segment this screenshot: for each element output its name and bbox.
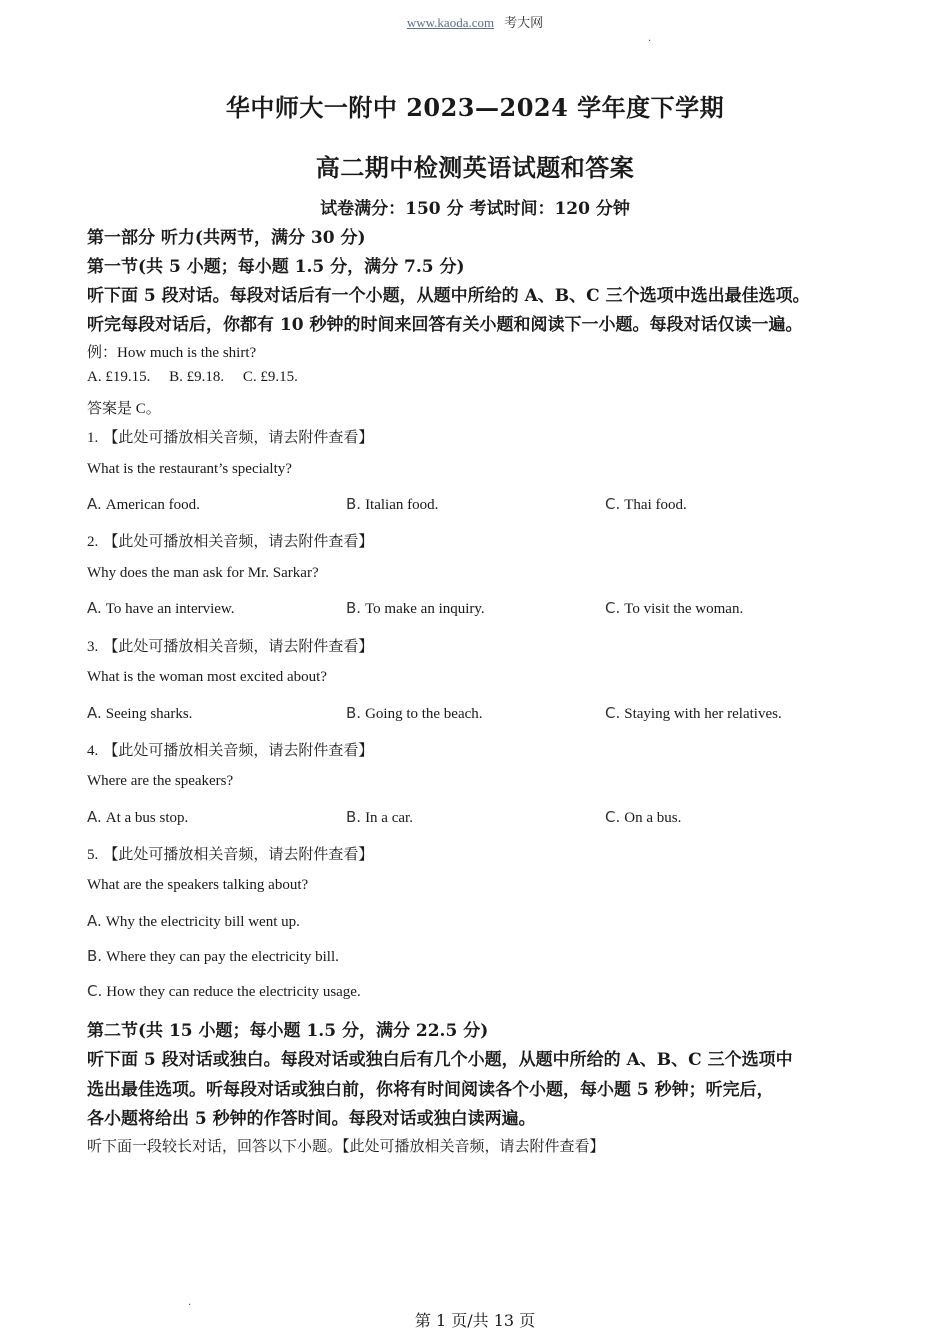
question-text: What is the woman most excited about? — [87, 669, 327, 685]
question-number: 2. — [87, 534, 99, 550]
option-text: On a bus. — [624, 810, 682, 826]
question-text: What is the restaurant’s specialty? — [87, 461, 292, 477]
question-text: What are the speakers talking about? — [87, 877, 309, 893]
example-question: 例：How much is the shirt? — [87, 345, 257, 361]
option-a[interactable] — [87, 599, 235, 618]
audio-note: 【此处可播放相关音频，请去附件查看】 — [103, 428, 374, 446]
page-title: 华中师大一附中 2023—2024 学年度下学期 — [225, 93, 725, 122]
audio-note: 【此处可播放相关音频，请去附件查看】 — [103, 637, 374, 655]
dot-mark: · — [648, 36, 652, 47]
page-footer: 第 1 页/共 13 页 — [414, 1311, 536, 1330]
question-header — [87, 843, 373, 864]
option-letter: C. — [605, 599, 621, 617]
option-b[interactable] — [346, 495, 438, 514]
option-letter: B. — [87, 947, 103, 965]
option-a[interactable] — [87, 704, 192, 723]
section2-instruction: 各小题将给出 5 秒钟的作答时间。每段对话或独白读两遍。 — [87, 1109, 536, 1129]
option-b[interactable] — [346, 808, 413, 827]
site-name: 考大网 — [504, 16, 544, 31]
option-text: Staying with her relatives. — [624, 706, 782, 722]
option-letter: C. — [605, 704, 621, 722]
option-a[interactable] — [87, 912, 300, 931]
option-text: Where they can pay the electricity bill. — [106, 949, 339, 965]
option-a[interactable] — [87, 808, 188, 827]
option-letter: A. — [87, 495, 102, 513]
audio-note: 【此处可播放相关音频，请去附件查看】 — [103, 741, 374, 759]
question-header — [87, 426, 373, 447]
page-subtitle: 高二期中检测英语试题和答案 — [315, 153, 635, 182]
option-b[interactable] — [346, 704, 483, 723]
option-letter: A. — [87, 599, 102, 617]
option-a[interactable] — [87, 495, 200, 514]
section2-instruction: 选出最佳选项。听每段对话或独白前，你将有时间阅读各个小题，每小题 5 秒钟；听完后， — [87, 1080, 774, 1100]
audio-note: 【此处可播放相关音频，请去附件查看】 — [103, 845, 374, 863]
option-letter: B. — [346, 704, 362, 722]
section2-lead — [87, 1135, 605, 1156]
question-text: Why does the man ask for Mr. Sarkar? — [87, 565, 319, 581]
section1-instruction: 听完每段对话后，你都有 10 秒钟的时间来回答有关小题和阅读下一小题。每段对话仅读一遍。 — [87, 315, 803, 335]
option-b[interactable] — [87, 947, 339, 966]
audio-note: 【此处可播放相关音频，请去附件查看】 — [103, 532, 374, 550]
option-text: At a bus stop. — [105, 810, 189, 826]
site-link[interactable]: www.kaoda.com — [406, 15, 495, 30]
option-letter: B. — [346, 495, 362, 513]
option-text: To make an inquiry. — [365, 601, 485, 617]
question-number: 1. — [87, 430, 99, 446]
section1-instruction: 听下面 5 段对话。每段对话后有一个小题，从题中所给的 A、B、C 三个选项中选出最佳选项。 — [87, 286, 810, 306]
option-text: American food. — [105, 497, 200, 513]
question-number: 5. — [87, 847, 99, 863]
option-c[interactable] — [87, 982, 361, 1001]
option-letter: A. — [87, 912, 102, 930]
example-answer: 答案是 C。 — [87, 401, 161, 417]
question-header — [87, 635, 373, 656]
option-b[interactable] — [346, 599, 485, 618]
section2-heading: 第二节(共 15 小题；每小题 1.5 分，满分 22.5 分) — [87, 1021, 489, 1041]
exam-meta: 试卷满分：150 分 考试时间：120 分钟 — [320, 199, 630, 219]
option-c[interactable] — [605, 599, 743, 618]
option-text: To have an interview. — [105, 601, 235, 617]
section1-heading: 第一节(共 5 小题；每小题 1.5 分，满分 7.5 分) — [87, 257, 465, 277]
question-header — [87, 530, 373, 551]
option-text: To visit the woman. — [624, 601, 744, 617]
option-text: Why the electricity bill went up. — [105, 914, 300, 930]
option-letter: A. — [87, 808, 102, 826]
question-header — [87, 739, 373, 760]
option-letter: C. — [87, 982, 103, 1000]
dot-mark: · — [188, 1300, 192, 1311]
question-number: 3. — [87, 639, 99, 655]
lead-text: 听下面一段较长对话，回答以下小题。 — [87, 1139, 343, 1155]
section2-instruction: 听下面 5 段对话或独白。每段对话或独白后有几个小题，从题中所给的 A、B、C 三个选项中 — [87, 1050, 793, 1070]
audio-note: 【此处可播放相关音频，请去附件查看】 — [342, 1137, 605, 1155]
option-text: Seeing sharks. — [105, 706, 193, 722]
example-options: A. £19.15. B. £9.18. C. £9.15. — [87, 369, 298, 385]
option-text: In a car. — [365, 810, 413, 826]
option-c[interactable] — [605, 704, 782, 723]
option-c[interactable] — [605, 495, 687, 514]
option-text: Thai food. — [624, 497, 687, 513]
option-letter: B. — [346, 599, 362, 617]
part1-heading: 第一部分 听力(共两节，满分 30 分) — [87, 228, 366, 248]
option-text: Italian food. — [365, 497, 439, 513]
option-text: Going to the beach. — [365, 706, 483, 722]
option-c[interactable] — [605, 808, 681, 827]
option-letter: A. — [87, 704, 102, 722]
option-letter: C. — [605, 495, 621, 513]
question-text: Where are the speakers? — [87, 773, 234, 789]
question-number: 4. — [87, 743, 99, 759]
option-text: How they can reduce the electricity usage. — [106, 984, 361, 1000]
option-letter: B. — [346, 808, 362, 826]
page-header — [0, 12, 950, 31]
option-letter: C. — [605, 808, 621, 826]
